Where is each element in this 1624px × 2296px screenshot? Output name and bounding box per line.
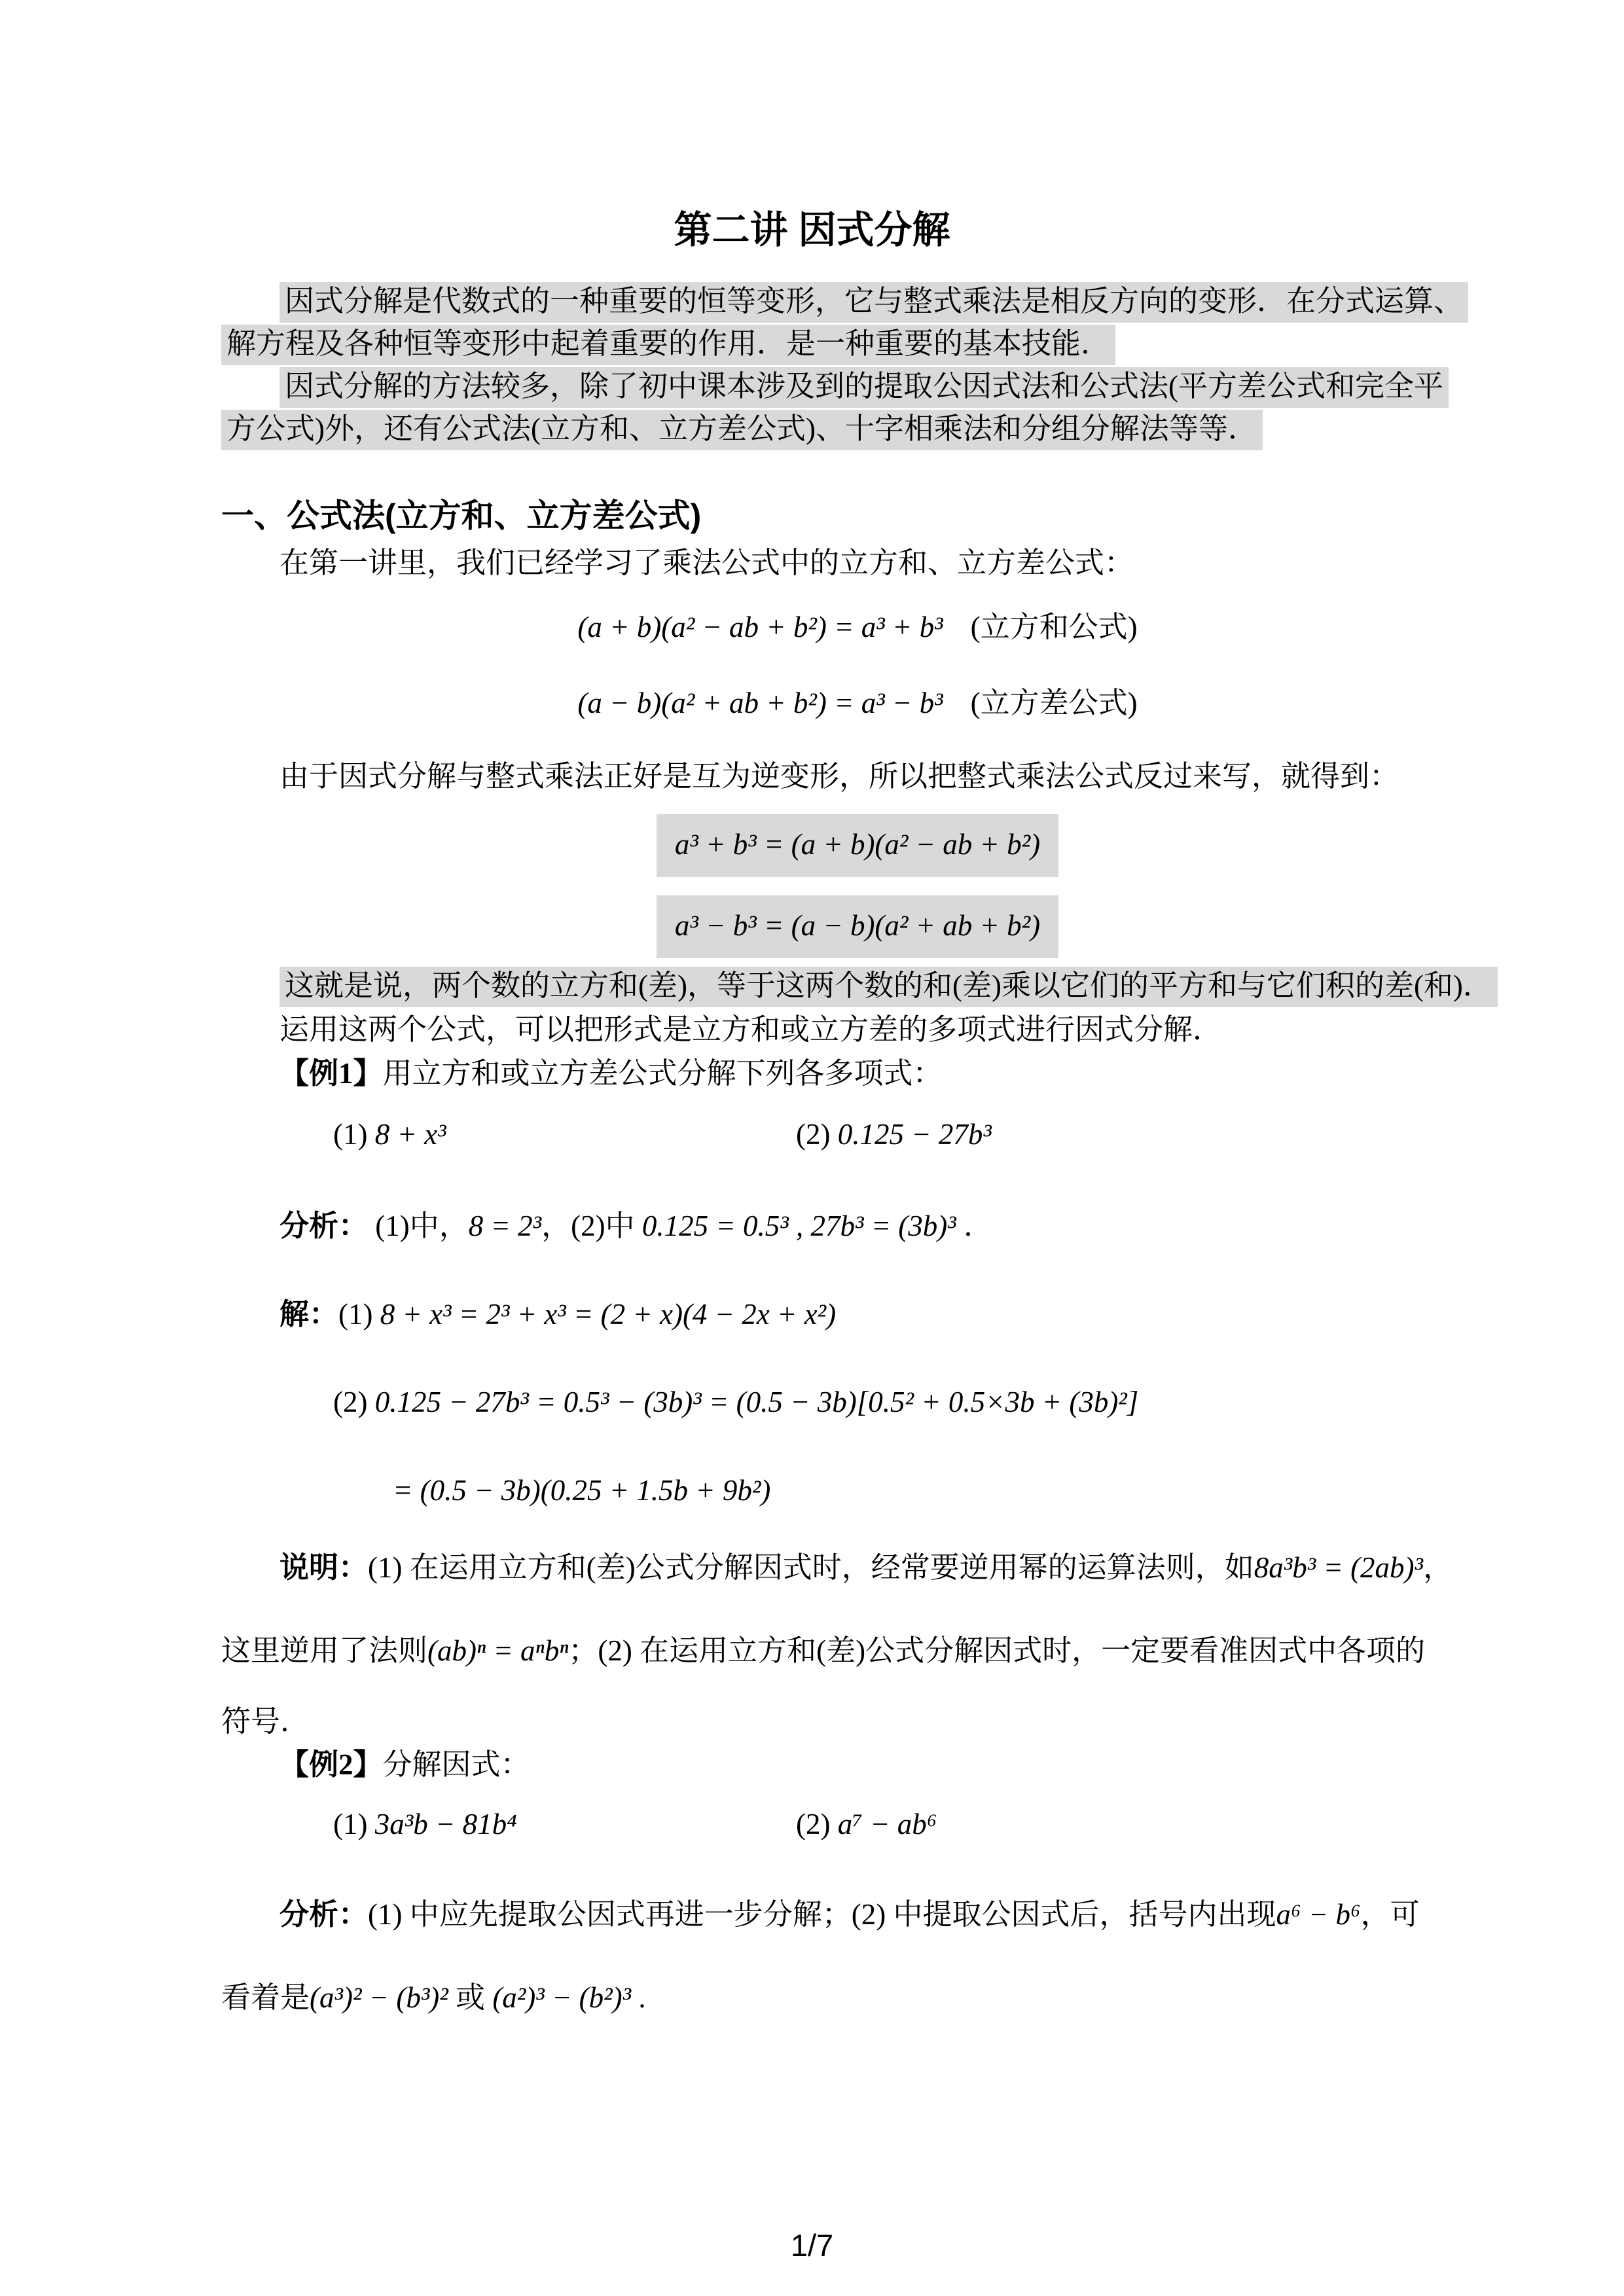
cube-diff-formula-line [221, 683, 1494, 723]
example1-solution3-expression: = (0.5 − 3b)(0.25 + 1.5b + 9b²) [393, 1474, 771, 1507]
intro-paragraph2-line2-text: 方公式)外，还有公式法(立方和、立方差公式)、十字相乘法和分组分解法等等． [221, 410, 1263, 450]
example1-note-line2-seg2: (ab)ⁿ = aⁿbⁿ [427, 1634, 569, 1667]
example1-item1-number: (1) [333, 1118, 368, 1151]
example2-heading [280, 1745, 530, 1784]
example2-analysis-line1 [280, 1895, 1420, 1934]
identity-diff-formula: a³ − b³ = (a − b)(a² + ab + b²) [657, 895, 1058, 958]
reverse-lead [280, 757, 1399, 796]
example2-item1 [333, 1804, 517, 1844]
cube-sum-formula-line [221, 607, 1494, 647]
page-title-text: 第二讲 因式分解 [674, 209, 950, 251]
example2-analysis-line2-seg1: 看着是 [221, 1981, 310, 2014]
example1-item2 [796, 1115, 992, 1154]
intro-paragraph2-line1 [280, 367, 1449, 406]
example1-analysis-seg4: 0.125 = 0.5³ , 27b³ = (3b)³ [641, 1210, 956, 1242]
example2-analysis-line1-seg2: a⁶ − b⁶ [1276, 1898, 1361, 1931]
page-number [0, 2227, 1624, 2265]
intro-paragraph1-line1 [280, 281, 1468, 321]
example1-note-line1 [280, 1548, 1453, 1587]
example1-item1 [333, 1115, 446, 1154]
example2-analysis-line2-seg4: (a²)³ − (b²)³ [492, 1981, 632, 2014]
example1-analysis-label: 分析： [280, 1210, 369, 1242]
example2-analysis-line1-seg3: ，可 [1360, 1898, 1420, 1931]
example2-analysis-label: 分析： [280, 1898, 369, 1931]
example2-item2-number: (2) [796, 1808, 831, 1840]
example1-note-line2-seg3: ；(2) 在运用立方和(差)公式分解因式时，一定要看准因式中各项的 [568, 1634, 1426, 1667]
example1-note-label: 说明： [280, 1551, 369, 1584]
example1-analysis-seg2: 8 = 2³ [468, 1210, 542, 1242]
example2-item1-expression: 3a³b − 81b⁴ [374, 1808, 517, 1840]
example2-analysis-line2-seg3: 或 [448, 1981, 493, 2014]
intro-paragraph2-line1-text: 因式分解的方法较多，除了初中课本涉及到的提取公因式法和公式法(平方差公式和完全平 [280, 367, 1449, 408]
example2-item2-expression: a⁷ − ab⁶ [837, 1808, 937, 1840]
example1-solution2-number: (2) [333, 1386, 375, 1418]
example1-solution-line1 [280, 1295, 836, 1334]
cube-diff-formula-note: (立方差公式) [970, 687, 1138, 719]
example1-analysis-seg3: ，(2)中 [541, 1210, 642, 1242]
example1-note-line1-seg1: (1) 在运用立方和(差)公式分解因式时，经常要逆用幂的运算法则，如 [368, 1551, 1254, 1584]
intro-paragraph2-line2 [221, 409, 1263, 448]
reverse-lead-text: 由于因式分解与整式乘法正好是互为逆变形，所以把整式乘法公式反过来写，就得到： [280, 760, 1399, 793]
conclusion-highlight-line [280, 966, 1498, 1005]
example2-analysis-line1-seg1: (1) 中应先提取公因式再进一步分解；(2) 中提取公因式后，括号内出现 [368, 1898, 1276, 1931]
example1-item1-expression: 8 + x³ [374, 1118, 446, 1151]
example1-note-line1-seg3: ， [1423, 1551, 1453, 1584]
identity-sum-formula: a³ + b³ = (a + b)(a² − ab + b²) [657, 814, 1058, 877]
example1-solution1-expression: 8 + x³ = 2³ + x³ = (2 + x)(4 − 2x + x²) [380, 1298, 837, 1331]
example1-solution2-expression: 0.125 − 27b³ = 0.5³ − (3b)³ = (0.5 − 3b)[0.5² + 0.5×3b + (3b)²] [374, 1386, 1139, 1418]
example1-note-line2-seg1: 这里逆用了法则 [221, 1634, 428, 1667]
cube-sum-formula-note: (立方和公式) [970, 611, 1138, 643]
example2-item2 [796, 1804, 937, 1844]
example1-analysis-seg5: ． [956, 1210, 994, 1242]
example2-analysis-line2-seg2: (a³)² − (b³)² [310, 1981, 448, 2014]
example2-item1-number: (1) [333, 1808, 368, 1840]
intro-paragraph1-line2 [221, 324, 1115, 363]
section1-heading-text: 一、公式法(立方和、立方差公式) [221, 497, 702, 534]
intro-paragraph1-line2-text: 解方程及各种恒等变形中起着重要的作用．是一种重要的基本技能． [221, 325, 1115, 365]
identity-diff-line [221, 895, 1494, 958]
example2-label: 【例2】 [280, 1748, 383, 1781]
cube-diff-formula: (a − b)(a² + ab + b²) = a³ − b³ [577, 687, 943, 719]
example1-heading [280, 1054, 943, 1093]
identity-sum-line [221, 814, 1494, 877]
example1-note-line1-seg2: 8a³b³ = (2ab)³ [1254, 1551, 1424, 1584]
example1-note-line2 [221, 1631, 1425, 1670]
example1-solution-line2 [333, 1382, 1138, 1422]
example2-analysis-line2-seg5: . [631, 1981, 646, 2014]
section1-lead [280, 543, 1134, 583]
example1-prompt: 用立方和或立方差公式分解下列各多项式： [382, 1057, 943, 1090]
example2-analysis-line2 [221, 1978, 646, 2017]
example1-analysis [280, 1206, 993, 1246]
section1-heading [221, 495, 701, 537]
example1-analysis-seg1: (1)中， [368, 1210, 469, 1242]
example1-item2-expression: 0.125 − 27b³ [837, 1118, 992, 1151]
example1-note-line3-text: 符号． [221, 1705, 310, 1738]
example1-label: 【例1】 [280, 1057, 383, 1090]
example1-solution-line3 [393, 1471, 770, 1510]
conclusion-line2-text: 运用这两个公式，可以把形式是立方和或立方差的多项式进行因式分解． [280, 1013, 1223, 1046]
page-title [0, 207, 1624, 254]
example2-prompt: 分解因式： [382, 1748, 530, 1781]
page-number-text: 1/7 [790, 2228, 834, 2263]
example1-note-line3 [221, 1702, 310, 1741]
conclusion-line2 [280, 1010, 1222, 1049]
conclusion-highlight-text: 这就是说，两个数的立方和(差)，等于这两个数的和(差)乘以它们的平方和与它们积的差(和)． [280, 967, 1498, 1007]
section1-lead-text: 在第一讲里，我们已经学习了乘法公式中的立方和、立方差公式： [280, 547, 1134, 579]
intro-paragraph1-line1-text: 因式分解是代数式的一种重要的恒等变形，它与整式乘法是相反方向的变形．在分式运算、 [280, 282, 1468, 323]
example1-solution1-number: (1) [338, 1298, 380, 1331]
example1-item2-number: (2) [796, 1118, 831, 1151]
cube-sum-formula: (a + b)(a² − ab + b²) = a³ + b³ [577, 611, 943, 643]
example1-solution-label: 解： [280, 1298, 339, 1331]
